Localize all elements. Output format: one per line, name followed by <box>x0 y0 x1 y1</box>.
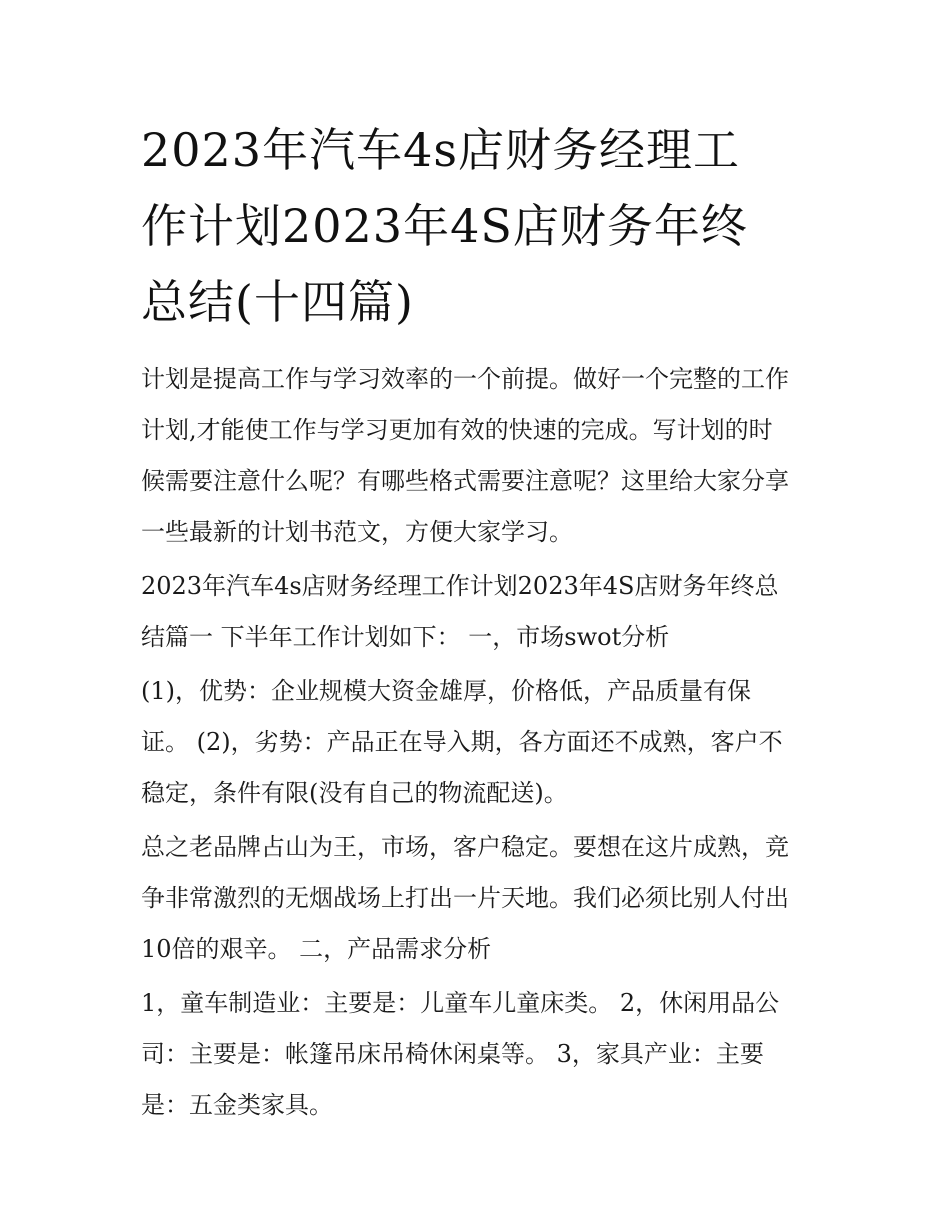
paragraph-swot <box>141 666 817 819</box>
text-line: 2023年汽车4s店财务经理工作计划2023年4S店财务年终总 <box>141 572 779 600</box>
paragraph-intro <box>141 354 817 558</box>
text-line: 争非常激烈的无烟战场上打出一片天地。我们必须比别人付出 <box>141 884 789 912</box>
title-line: 作计划2023年4S店财务年终 <box>141 199 748 253</box>
paragraph-summary <box>141 822 817 975</box>
title-line: 总结(十四篇) <box>141 275 414 329</box>
text-line: 1，童车制造业：主要是：儿童车儿童床类。 2，休闲用品公 <box>141 989 780 1017</box>
document-title <box>141 112 817 340</box>
text-line: 证。 (2)，劣势：产品正在导入期，各方面还不成熟，客户不 <box>141 728 783 756</box>
text-line: 一些最新的计划书范文，方便大家学习。 <box>141 518 573 546</box>
text-line: 是：五金类家具。 <box>141 1091 333 1119</box>
text-line: 候需要注意什么呢？有哪些格式需要注意呢？这里给大家分享 <box>141 467 789 495</box>
text-line: 总之老品牌占山为王，市场，客户稳定。要想在这片成熟，竞 <box>141 833 789 861</box>
text-line: 结篇一 下半年工作计划如下： 一，市场swot分析 <box>141 623 670 651</box>
document-content <box>141 112 817 1134</box>
text-line: (1)，优势：企业规模大资金雄厚，价格低，产品质量有保 <box>141 677 751 705</box>
text-line: 计划是提高工作与学习效率的一个前提。做好一个完整的工作 <box>141 365 789 393</box>
text-line: 稳定，条件有限(没有自己的物流配送)。 <box>141 779 568 807</box>
text-line: 10倍的艰辛。 二，产品需求分析 <box>141 935 492 963</box>
text-line: 计划,才能使工作与学习更加有效的快速的完成。写计划的时 <box>141 416 773 444</box>
title-line: 2023年汽车4s店财务经理工 <box>141 123 740 177</box>
paragraph-section-heading <box>141 561 817 663</box>
paragraph-product-demand <box>141 978 817 1131</box>
text-line: 司：主要是：帐篷吊床吊椅休闲桌等。 3，家具产业：主要 <box>141 1040 764 1068</box>
document-body <box>141 354 817 1131</box>
